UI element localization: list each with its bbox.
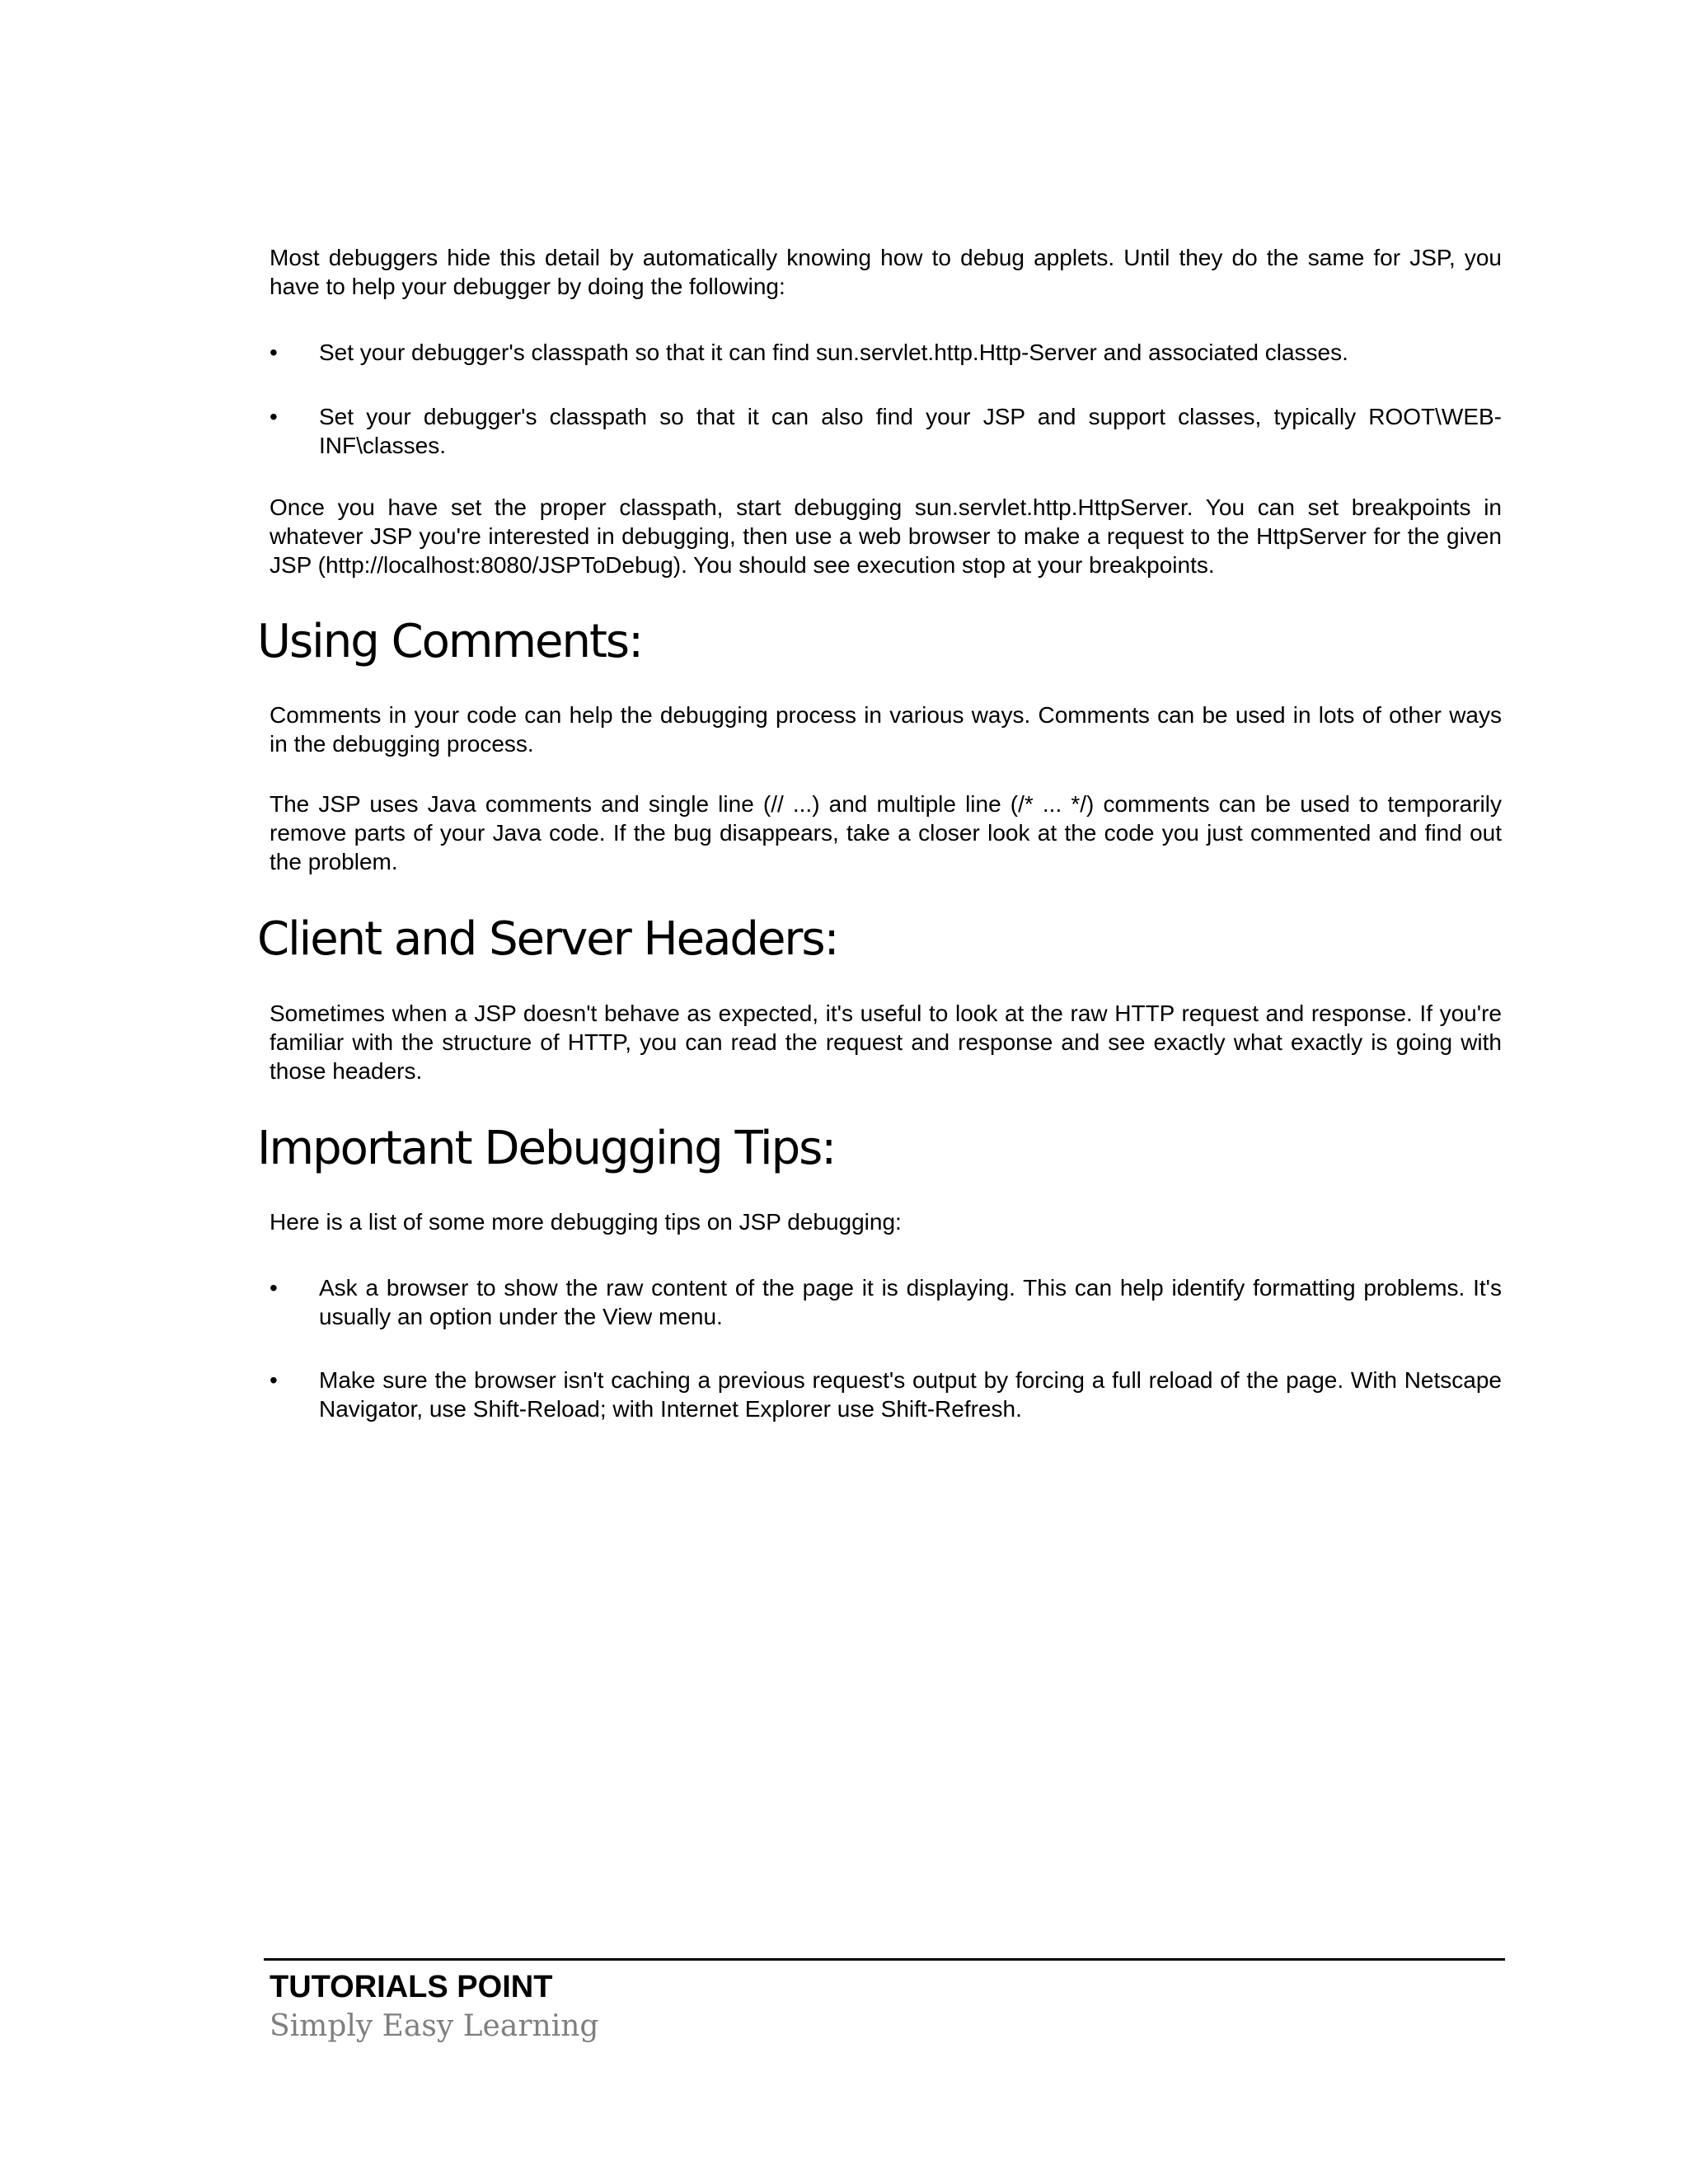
comments-paragraph-2: The JSP uses Java comments and single line (// ...) and multiple line (/* ... */) comments can be used to temporarily remove parts of your Java code. If the bug disappears, take a closer look at the code you just commented and find out the problem. <box>270 791 1502 874</box>
section-heading-headers: Client and Server Headers: <box>257 912 838 966</box>
section-heading-tips: Important Debugging Tips: <box>257 1122 836 1175</box>
tips-intro: Here is a list of some more debugging tips on JSP debugging: <box>270 1209 902 1235</box>
section-heading-comments: Using Comments: <box>257 615 642 668</box>
footer-brand: TUTORIALS POINT <box>270 1970 553 2004</box>
list-item: • Set your debugger's classpath so that it can find sun.servlet.http.Http-Server and associated classes. <box>270 340 1348 365</box>
bullet-icon: • <box>270 1275 278 1301</box>
bullet-icon: • <box>270 340 278 365</box>
headers-paragraph: Sometimes when a JSP doesn't behave as expected, it's useful to look at the raw HTTP request and response. If you're familiar with the structure of HTTP, you can read the request and response and see exactly what exactly is going with those headers. <box>270 1001 1502 1084</box>
comments-paragraph-1: Comments in your code can help the debugging process in various ways. Comments can be used in lots of other ways in the debugging process. <box>270 702 1502 757</box>
classpath-paragraph: Once you have set the proper classpath, start debugging sun.servlet.http.HttpServer. You can set breakpoints in whatever JSP you're interested in debugging, then use a web browser to make a request to the HttpServer for the given JSP (http://localhost:8080/JSPToDebug). You should see execution stop at your breakpoints. <box>270 494 1502 578</box>
footer-tagline: Simply Easy Learning <box>270 2009 599 2043</box>
intro-paragraph: Most debuggers hide this detail by automatically knowing how to debug applets. Until they do the same for JSP, you have to help your debugger by doing the following: <box>270 245 1502 299</box>
bullet-icon: • <box>270 1367 278 1393</box>
footer-divider <box>264 1958 1505 1961</box>
list-item: • Ask a browser to show the raw content of the page it is displaying. This can help identify formatting problems. It's usually an option under the View menu. <box>270 1275 1502 1329</box>
list-item: • Set your debugger's classpath so that it can also find your JSP and support classes, typically ROOT\WEB-INF\classes. <box>270 404 1502 458</box>
bullet-icon: • <box>270 404 278 429</box>
list-item: • Make sure the browser isn't caching a previous request's output by forcing a full reload of the page. With Netscape Navigator, use Shift-Reload; with Internet Explorer use Shift-Refresh. <box>270 1367 1502 1422</box>
